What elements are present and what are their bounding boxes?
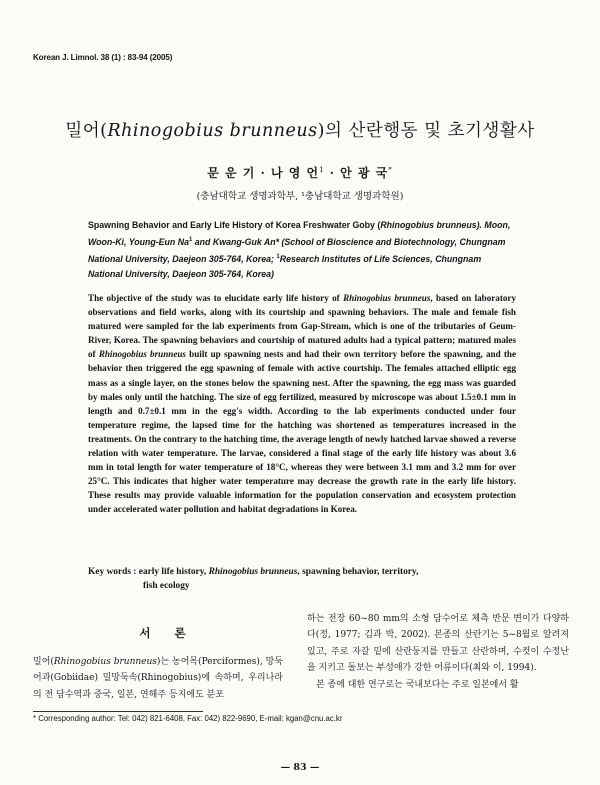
paper-title-korean <box>0 117 600 142</box>
keywords-list-2: , spawning behavior, territory, <box>297 567 419 577</box>
abstract-text-2: , based on laboratory observations and field works, along with its courtship and spawning behaviors. The male and female fish matured were sampled for the lab experiments from Gap-Stream, which is one of the tributaries of Geum-River, Korea. The spawning behaviors and courtship of matured adults had a typical pattern; matured males of <box>88 293 516 360</box>
right-col-paragraph-2: 본 종에 대한 연구로는 국내보다는 주로 일본에서 활 <box>316 679 519 690</box>
footnote-rule <box>33 711 203 712</box>
abstract-species-2: Rhinogobius brunneus <box>98 349 186 360</box>
page-number: — 83 — <box>280 762 320 773</box>
body-left-column <box>33 654 283 703</box>
left-col-species: Rhinogobius brunneus <box>53 657 157 667</box>
english-affiliation-1: and Kwang-Guk An* (School of Bioscience and Biotechnology, Chungnam National University, Daejeon 305-764, Korea; <box>88 237 506 265</box>
title-prefix: 밀어( <box>65 121 108 141</box>
keywords-species: Rhinogobius brunneus <box>208 567 298 577</box>
keywords <box>88 566 518 593</box>
affiliation: (충남대학교 생명과학부, ¹충남대학교 생명과학원) <box>196 191 404 202</box>
english-affil-mark-2: 1 <box>276 254 280 261</box>
journal-header: Korean J. Limnol. 38 (1) : 83-94 (2005) <box>33 53 173 62</box>
author-2: 나 영 언 <box>270 166 320 180</box>
abstract-text-1: The objective of the study was to elucidate early life history of <box>88 293 344 303</box>
body-right-column <box>307 611 569 693</box>
title-species-name: Rhinogobius brunneus <box>107 121 318 141</box>
english-affil-mark-1: 1 <box>189 237 193 244</box>
right-col-paragraph-1: 하는 전장 60~80 mm의 소형 담수어로 체측 반문 변이가 다양하다(정, 1977; 김과 박, 2002). 본종의 산란기는 5~8월로 알려져 있고, 주로 자갈 밑에 산란둥지를 만들고 산란하며, 수컷이 수정난을 지키고 돌보는 부성애가 강한 어류이다(최와 이, 1994). <box>307 614 569 674</box>
english-title-species: Rhinogobius brunneus <box>380 220 477 230</box>
abstract-species-1: Rhinogobius brunneus <box>343 293 431 303</box>
english-affiliation-2: Research Institutes of Life Sciences, Chungnam National University, Daejeon 305-764, Korea) <box>88 254 482 280</box>
corresponding-author-footnote: * Corresponding author: Tel: 042) 821-6408, Fax: 042) 822-9690, E-mail: kgan@cnu.ac.kr <box>33 714 343 723</box>
keywords-list-3: fish ecology <box>143 580 190 591</box>
abstract-text-3: built up spawning nests and had their own territory before the spawning, and the behavior then triggered the egg spawning of female with active courtship. The females attached elliptic egg mass as a single layer, on the stones below the spawning nest. After the spawning, the egg mass was guarded by males only until the hatching. The size of egg fertilized, measured by microscope was about 1.5±0.1 mm in length and 0.7±0.1 mm in the egg's width. According to the lab experiments conducted under four temperature regime, the lapsed time for the hatching was shortened as temperatures increased in the treatments. On the contrary to the hatching time, the average length of newly hatched larvae showed a reverse relation with water temperature. The larvae, considered a final stage of the early life history was about 3.6 mm in total length for water temperature of 18°C, whereas they were between 3.1 mm and 3.2 mm for over 25°C. This indicates that higher water temperature may decrease the growth rate in the early life history. These results may provide valuable information for the population conservation and ecosystem protection under accelerated water pollution and habitat degradations in Korea. <box>88 349 517 515</box>
english-title-block <box>88 218 518 283</box>
keywords-label: Key words : <box>88 567 139 577</box>
left-col-text-1: 밀어( <box>33 657 54 667</box>
abstract <box>88 291 516 517</box>
author-1: 문 운 기 <box>207 166 256 180</box>
section-heading-introduction: 서 론 <box>139 626 196 640</box>
author-2-affil-mark: 1 <box>319 166 325 174</box>
english-title-part1: Spawning Behavior and Early Life History of Korea Freshwater Goby ( <box>88 220 381 230</box>
english-authors: ). Moon, Woon-Ki, Young-Eun Na <box>88 220 511 248</box>
left-col-text-2: )는 농어목(Perciformes), 망둑어과(Gobiidae) 밀망둑속(Rhinogobius)에 속하며, 우리나라의 전 담수역과 중국, 일본, 연해주 등지에도 분포 <box>33 657 283 700</box>
authors: 문 운 기 · 나 영 언$^1$ · 안 광 국* <box>207 166 393 180</box>
keywords-list-1: early life history, <box>138 567 209 577</box>
author-3-corresponding-mark: * <box>388 166 393 174</box>
title-suffix: )의 산란행동 및 초기생활사 <box>317 121 535 141</box>
author-3: 안 광 국 <box>340 166 389 180</box>
